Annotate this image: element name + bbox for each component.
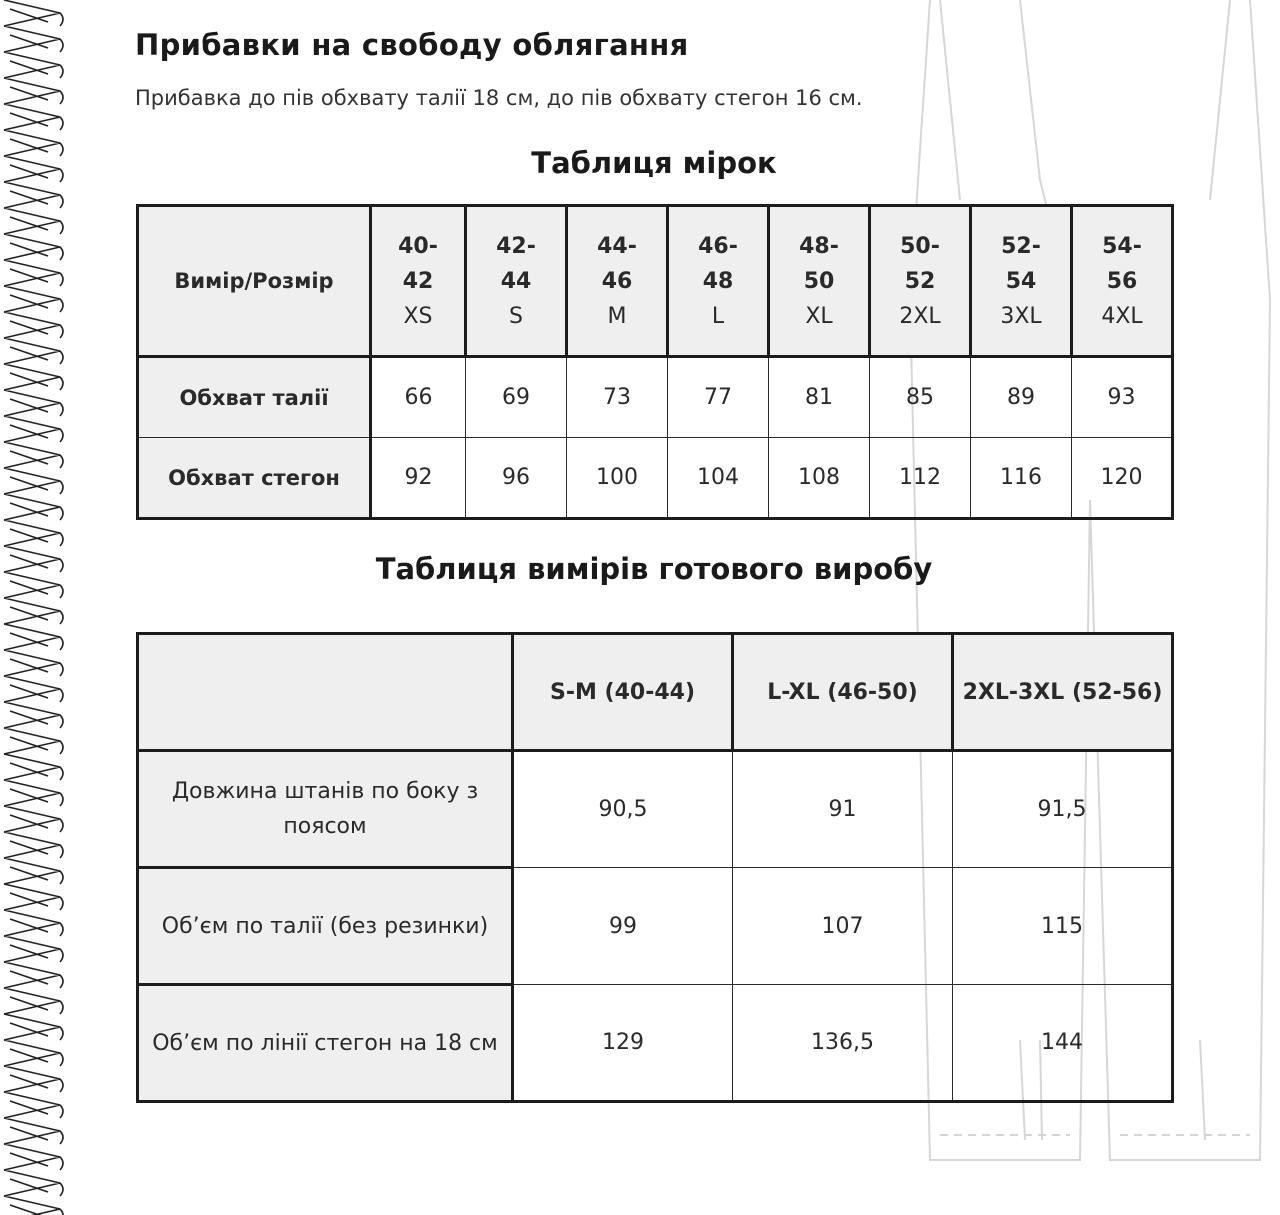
value-cell: 144 [953,985,1173,1102]
size-header-cell [769,206,870,357]
value-cell: 77 [668,357,769,438]
size-range-end: 46 [601,268,633,294]
size-range-start: 50- [900,233,940,259]
size-range-start: 52- [1001,233,1041,259]
table-row [138,438,1173,519]
page-heading: Прибавки на свободу облягання [135,28,689,62]
value-cell: 93 [1072,357,1173,438]
row-label: Довжина штанів по боку з поясом [138,751,513,868]
size-group-header: 2XL-3XL (52-56) [953,634,1173,751]
value-cell: 91,5 [953,751,1173,868]
value-cell: 73 [567,357,668,438]
allowance-subtitle: Прибавка до пів обхвату талії 18 см, до пів обхвату стегон 16 см. [135,86,863,110]
value-cell: 91 [733,751,953,868]
table-header-row [138,634,1173,751]
value-cell: 116 [971,438,1072,519]
size-label: 4XL [1101,303,1143,329]
size-group-header: S-M (40-44) [513,634,733,751]
finished-product-table [136,632,1174,1103]
value-cell: 96 [466,438,567,519]
value-cell: 66 [371,357,466,438]
row-label: Об’єм по лінії стегон на 18 см [138,985,513,1102]
row-label: Об’єм по талії (без резинки) [138,868,513,985]
size-range-end: 56 [1106,268,1138,294]
size-range-end: 50 [803,268,835,294]
table-header-row [138,206,1173,357]
value-cell: 90,5 [513,751,733,868]
size-header-cell [1072,206,1173,357]
size-label: L [711,303,725,329]
value-cell: 100 [567,438,668,519]
value-cell: 120 [1072,438,1173,519]
size-label: 2XL [899,303,941,329]
table-row [138,751,1173,868]
size-range-start: 40- [398,233,438,259]
value-cell: 136,5 [733,985,953,1102]
empty-corner-cell [138,634,513,751]
size-label: M [607,303,627,329]
zigzag-border-decoration [0,0,72,1215]
size-header-cell [567,206,668,357]
value-cell: 108 [769,438,870,519]
size-header-cell [466,206,567,357]
corner-cell: Вимір/Розмір [138,206,371,357]
size-range-start: 54- [1102,233,1142,259]
table-row [138,868,1173,985]
size-header-cell [971,206,1072,357]
table-row [138,985,1173,1102]
row-label: Обхват стегон [138,438,371,519]
size-range-end: 44 [500,268,532,294]
size-label: 3XL [1000,303,1042,329]
size-range-end: 54 [1005,268,1037,294]
value-cell: 85 [870,357,971,438]
size-range-start: 46- [698,233,738,259]
value-cell: 81 [769,357,870,438]
measurements-table [136,204,1174,520]
value-cell: 107 [733,868,953,985]
value-cell: 104 [668,438,769,519]
value-cell: 129 [513,985,733,1102]
size-range-end: 42 [402,268,434,294]
value-cell: 92 [371,438,466,519]
size-group-header: L-XL (46-50) [733,634,953,751]
table-row [138,357,1173,438]
size-range-start: 48- [799,233,839,259]
measurements-table-title: Таблиця мірок [531,146,777,180]
row-label: Обхват талії [138,357,371,438]
size-label: XL [805,303,833,329]
value-cell: 115 [953,868,1173,985]
value-cell: 89 [971,357,1072,438]
size-range-end: 52 [904,268,936,294]
finished-product-table-title: Таблиця вимірів готового виробу [375,552,933,586]
size-header-cell [371,206,466,357]
value-cell: 69 [466,357,567,438]
value-cell: 99 [513,868,733,985]
size-label: S [509,303,523,329]
value-cell: 112 [870,438,971,519]
size-header-cell [870,206,971,357]
size-label: XS [403,303,433,329]
size-header-cell [668,206,769,357]
size-range-start: 44- [597,233,637,259]
size-range-start: 42- [496,233,536,259]
size-range-end: 48 [702,268,734,294]
